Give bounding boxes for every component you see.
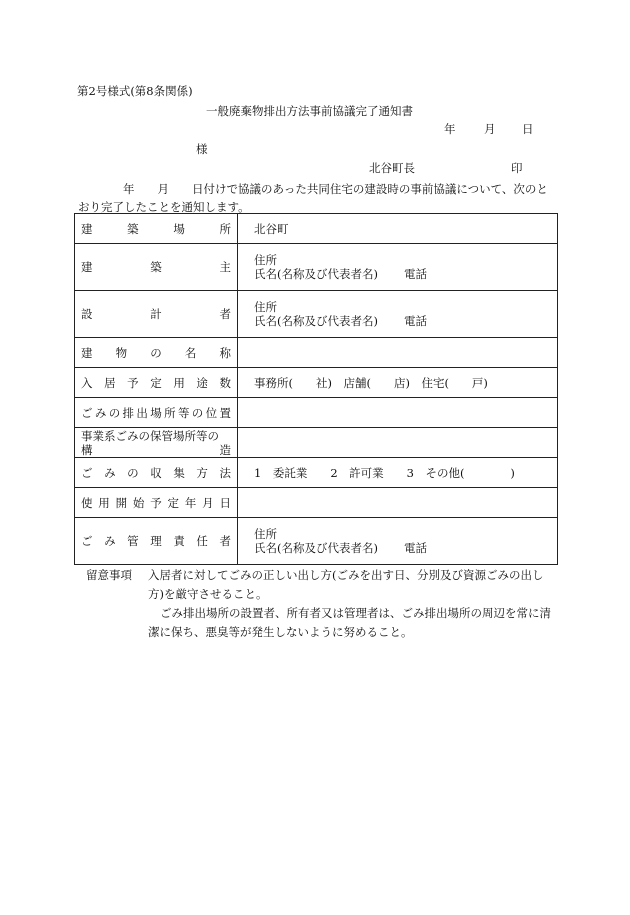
row-value: 事務所( 社) 店舗( 店) 住宅( 戸) bbox=[238, 368, 558, 398]
table-row bbox=[75, 398, 558, 428]
note-1-line1: 入居者に対してごみの正しい出し方(ごみを出す日、分別及び資源ごみの出し bbox=[148, 568, 544, 582]
row-value: 1 委託業 2 許可業 3 その他( ) bbox=[238, 458, 558, 488]
row-value bbox=[238, 428, 558, 458]
body-text: 年 月 日付けで協議のあった共同住宅の建設時の事前協議について、次のとおり完了したことを通知します。 bbox=[78, 182, 548, 214]
recipient-suffix: 様 bbox=[196, 142, 208, 156]
document-title: 一般廃棄物排出方法事前協議完了通知書 bbox=[206, 104, 413, 118]
row-label: 建物の名称 bbox=[75, 338, 238, 368]
row-label: ごみの排出場所等の位置 bbox=[75, 398, 238, 428]
table-row bbox=[75, 368, 558, 398]
table-row bbox=[75, 244, 558, 291]
name-label: 氏名(名称及び代表者名) bbox=[254, 267, 378, 281]
row-label: ごみ管理責任者 bbox=[75, 518, 238, 565]
table-row bbox=[75, 291, 558, 338]
row-value: 北谷町 bbox=[238, 214, 558, 244]
date-day: 日 bbox=[522, 122, 534, 136]
note-1-line2: 方)を厳守させること。 bbox=[148, 587, 268, 601]
issuer bbox=[369, 161, 523, 175]
name-label: 氏名(名称及び代表者名) bbox=[254, 314, 378, 328]
form-number: 第2号様式(第8条関係) bbox=[77, 84, 193, 98]
name-label: 氏名(名称及び代表者名) bbox=[254, 541, 378, 555]
address-label: 住所 bbox=[254, 527, 277, 541]
table-row bbox=[75, 214, 558, 244]
row-label: 建築主 bbox=[75, 244, 238, 291]
note-2-line2: 潔に保ち、悪臭等が発生しないように努めること。 bbox=[148, 625, 413, 639]
phone-label: 電話 bbox=[403, 314, 427, 328]
note-2-line1: ごみ排出場所の設置者、所有者又は管理者は、ごみ排出場所の周辺を常に清 bbox=[160, 606, 551, 620]
issuer-name: 北谷町長 bbox=[369, 161, 415, 175]
row-value bbox=[238, 338, 558, 368]
row-label-line2: 構造 bbox=[81, 442, 231, 457]
table-row bbox=[75, 518, 558, 565]
row-label bbox=[75, 428, 238, 458]
row-value bbox=[238, 398, 558, 428]
row-label: 入居予定用途数 bbox=[75, 368, 238, 398]
row-value bbox=[238, 291, 558, 338]
row-label: 建築場所 bbox=[75, 214, 238, 244]
date-year: 年 bbox=[444, 122, 456, 136]
form-table bbox=[74, 213, 558, 565]
address-label: 住所 bbox=[254, 253, 277, 267]
row-label: 設計者 bbox=[75, 291, 238, 338]
table-row bbox=[75, 458, 558, 488]
date-month: 月 bbox=[484, 122, 496, 136]
row-value bbox=[238, 488, 558, 518]
phone-label: 電話 bbox=[403, 541, 427, 555]
row-value bbox=[238, 244, 558, 291]
row-label: ごみの収集方法 bbox=[75, 458, 238, 488]
table-row bbox=[75, 338, 558, 368]
note-item-1 bbox=[86, 566, 564, 585]
row-value bbox=[238, 518, 558, 565]
row-label-line1: 事業系ごみの保管場所等の bbox=[81, 428, 219, 443]
seal-mark: 印 bbox=[511, 161, 523, 175]
table-row bbox=[75, 428, 558, 458]
date-line bbox=[444, 122, 534, 136]
phone-label: 電話 bbox=[403, 267, 427, 281]
notes-section bbox=[86, 566, 564, 642]
row-label: 使用開始予定年月日 bbox=[75, 488, 238, 518]
notes-heading: 留意事項 bbox=[86, 568, 132, 582]
address-label: 住所 bbox=[254, 300, 277, 314]
table-row bbox=[75, 488, 558, 518]
